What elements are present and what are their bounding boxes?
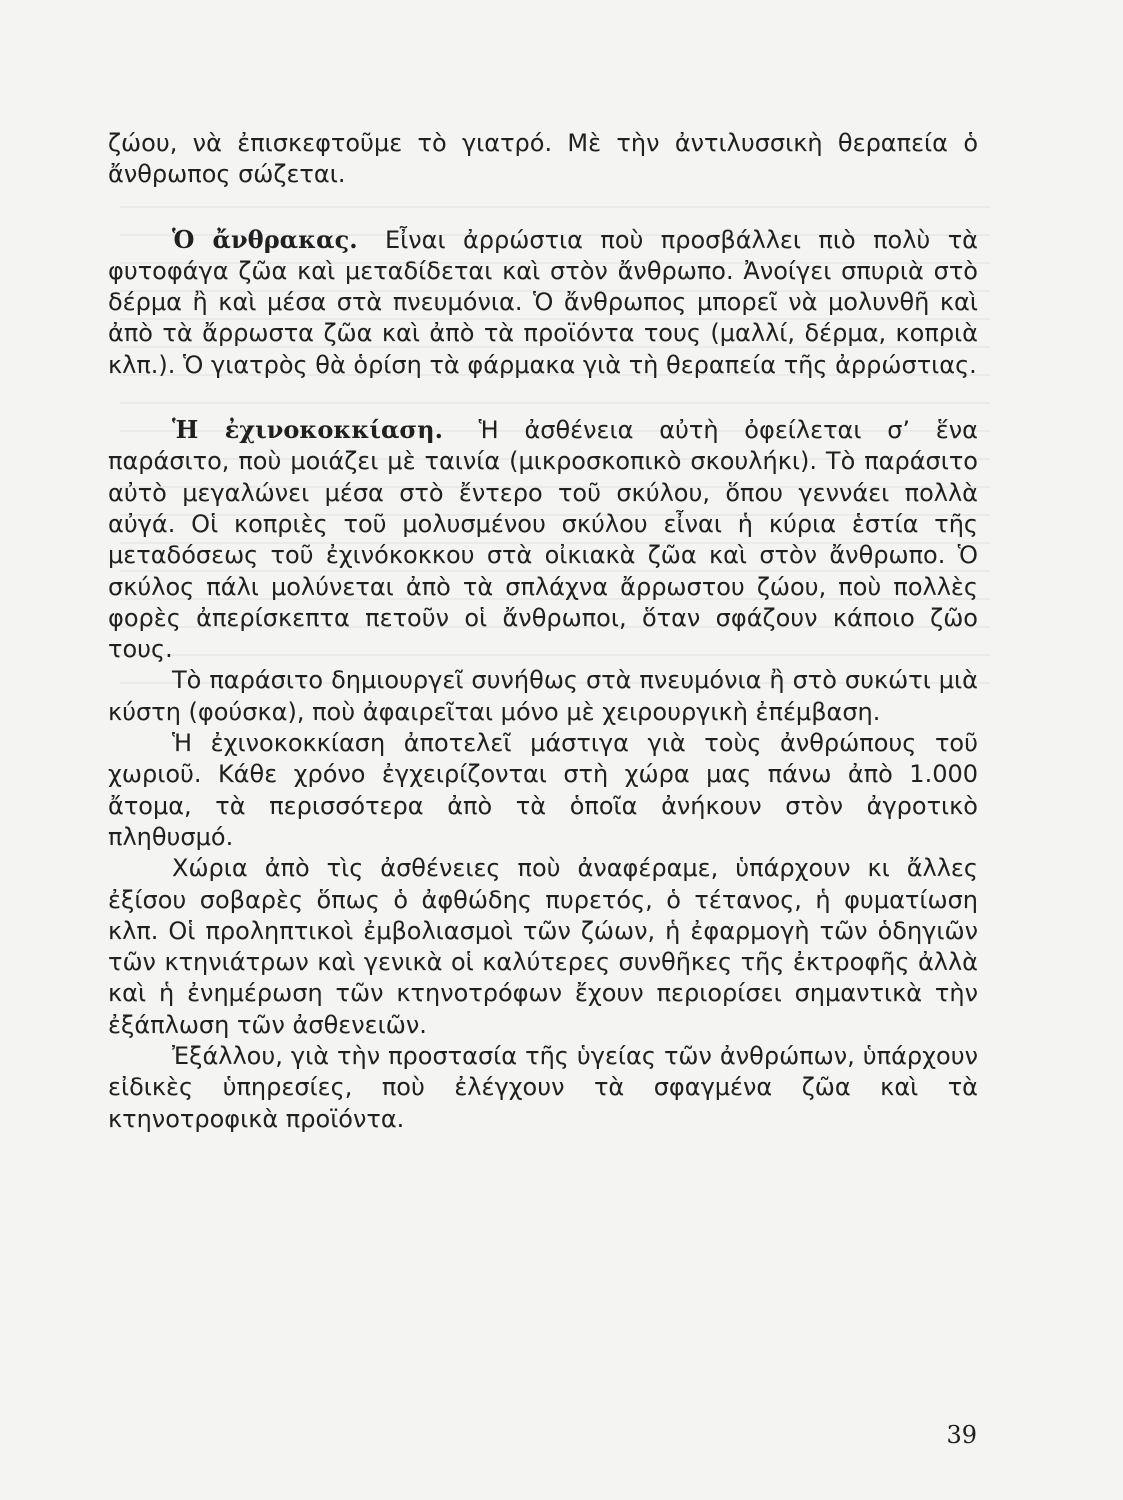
page-text	[108, 128, 978, 1135]
echinococcosis-heading: Ἡ ἐχινοκοκκίαση.	[172, 415, 443, 445]
other-diseases-paragraph: Χώρια ἀπὸ τὶς ἀσθένειες ποὺ ἀναφέραμε, ὑπάρχουν κι ἄλλες ἐξίσου σοβαρὲς ὅπως ὁ ἀφθώδης πυρετός, ὁ τέτανος, ἡ φυματίωση κλπ. Οἱ προληπτικοὶ ἐμβολιασμοὶ τῶν ζώων, ἡ ἐφαρμογὴ τῶν ὁδηγιῶν τῶν κτηνιάτρων καὶ γενικὰ οἱ καλύτερες συνθῆκες τῆς ἐκτροφῆς ἀλλὰ καὶ ἡ ἐνημέρωση τῶν κτηνοτρόφων ἔχουν περιορίσει σημαντικὰ τὴν ἐξάπλωση τῶν ἀσθενειῶν.	[108, 854, 978, 1039]
paragraph-gap	[108, 191, 978, 224]
page-number: 39	[946, 1421, 977, 1449]
anthrax-heading: Ὁ ἄνθρακας.	[172, 224, 358, 254]
anthrax-text: Εἶναι ἀρρώστια ποὺ προσβάλλει πιὸ πολὺ τὰ φυτοφάγα ζῶα καὶ μεταδίδεται καὶ στὸν ἄνθρωπο. Ἀνοίγει σπυριὰ στὸ δέρμα ἢ καὶ μέσα στὰ πνευμόνια. Ὁ ἄνθρωπος μπορεῖ νὰ μολυνθῆ καὶ ἀπὸ τὰ ἄρρωστα ζῶα καὶ ἀπὸ τὰ προϊόντα τους (μαλλί, δέρμα, κοπριὰ κλπ.). Ὁ γιατρὸς θὰ ὁρίση τὰ φάρμακα γιὰ τὴ θεραπεία τῆς ἀρρώστιας.	[108, 225, 978, 379]
health-services-paragraph: Ἐξάλλου, γιὰ τὴν προστασία τῆς ὑγείας τῶν ἀνθρώπων, ὑπάρχουν εἰδικὲς ὑπηρεσίες, ποὺ ἐλέγχουν τὰ σφαγμένα ζῶα καὶ τὰ κτηνοτροφικὰ προϊόντα.	[108, 1042, 978, 1133]
paragraph-gap	[108, 381, 978, 414]
echinococcosis-text: Ἡ ἀσθένεια αὐτὴ ὀφείλεται σ’ ἕνα παράσιτο, ποὺ μοιάζει μὲ ταινία (μικροσκοπικὸ σκουλήκι). Τὸ παράσιτο αὐτὸ μεγαλώνει μέσα στὸ ἔντερο τοῦ σκύλου, ὅπου γεννάει πολλὰ αὐγά. Οἱ κοπριὲς τοῦ μολυσμένου σκύλου εἶναι ἡ κύρια ἑστία τῆς μεταδόσεως τοῦ ἐχινόκοκκου στὰ οἰκιακὰ ζῶα καὶ στὸν ἄνθρωπο. Ὁ σκύλος πάλι μολύνεται ἀπὸ τὰ σπλάχνα ἄρρωστου ζώου, ποὺ πολλὲς φορὲς ἀπερίσκεπτα πετοῦν οἱ ἄνθρωποι, ὅταν σφάζουν κάποιο ζῶο τους.	[108, 416, 978, 664]
echinococcosis-paragraph	[108, 414, 978, 665]
village-scourge-paragraph: Ἡ ἐχινοκοκκίαση ἀποτελεῖ μάστιγα γιὰ τοὺς ἀνθρώπους τοῦ χωριοῦ. Κάθε χρόνο ἐγχειρίζονται στὴ χώρα μας πάνω ἀπὸ 1.000 ἄτομα, τὰ περισσότερα ἀπὸ τὰ ὁποῖα ἀνήκουν στὸν ἀγροτικὸ πληθυσμό.	[108, 729, 978, 851]
rabies-paragraph-end: ζώου, νὰ ἐπισκεφτοῦμε τὸ γιατρό. Μὲ τὴν ἀντιλυσσικὴ θεραπεία ὁ ἄνθρωπος σώζεται.	[108, 129, 978, 189]
anthrax-paragraph	[108, 224, 978, 381]
cyst-paragraph: Τὸ παράσιτο δημιουργεῖ συνήθως στὰ πνευμόνια ἢ στὸ συκώτι μιὰ κύστη (φούσκα), ποὺ ἀφαιρεῖται μόνο μὲ χειρουργικὴ ἐπέμβαση.	[108, 666, 978, 726]
